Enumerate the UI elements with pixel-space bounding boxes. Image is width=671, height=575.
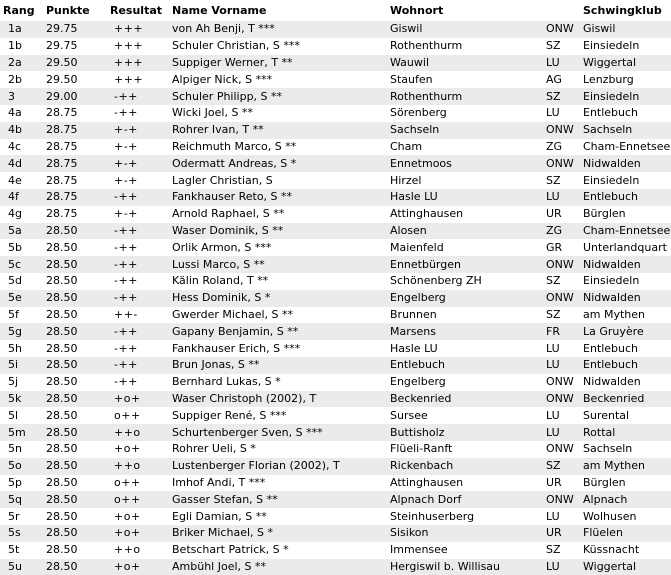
cell-resultat: -++ — [106, 189, 168, 206]
cell-schwingklub: Nidwalden — [579, 374, 671, 391]
cell-punkte: 28.50 — [42, 542, 106, 559]
cell-schwingklub: Entlebuch — [579, 340, 671, 357]
cell-kanton: LU — [542, 340, 579, 357]
cell-resultat: +o+ — [106, 391, 168, 408]
cell-resultat: +-+ — [106, 139, 168, 156]
cell-name: Gasser Stefan, S ** — [168, 491, 386, 508]
cell-wohnort: Brunnen — [386, 307, 542, 324]
cell-punkte: 28.75 — [42, 122, 106, 139]
table-row — [0, 508, 671, 525]
cell-name: Betschart Patrick, S * — [168, 542, 386, 559]
table-row — [0, 374, 671, 391]
cell-wohnort: Marsens — [386, 323, 542, 340]
cell-punkte: 28.50 — [42, 307, 106, 324]
cell-rang: 5i — [0, 357, 42, 374]
cell-schwingklub: La Gruyère — [579, 323, 671, 340]
table-row — [0, 307, 671, 324]
table-row — [0, 155, 671, 172]
cell-wohnort: Hirzel — [386, 172, 542, 189]
cell-name: Suppiger René, S *** — [168, 407, 386, 424]
cell-punkte: 28.50 — [42, 424, 106, 441]
cell-name: Fankhauser Erich, S *** — [168, 340, 386, 357]
cell-rang: 5b — [0, 239, 42, 256]
cell-name: von Ah Benji, T *** — [168, 21, 386, 38]
cell-rang: 5g — [0, 323, 42, 340]
cell-resultat: o++ — [106, 407, 168, 424]
cell-kanton: ONW — [542, 441, 579, 458]
cell-rang: 1a — [0, 21, 42, 38]
cell-rang: 5a — [0, 223, 42, 240]
cell-punkte: 28.50 — [42, 357, 106, 374]
cell-resultat: +-+ — [106, 122, 168, 139]
cell-kanton: ONW — [542, 122, 579, 139]
table-row — [0, 122, 671, 139]
cell-name: Schurtenberger Sven, S *** — [168, 424, 386, 441]
cell-name: Hess Dominik, S * — [168, 290, 386, 307]
cell-wohnort: Flüeli-Ranft — [386, 441, 542, 458]
cell-wohnort: Steinhuserberg — [386, 508, 542, 525]
cell-name: Brun Jonas, S ** — [168, 357, 386, 374]
cell-wohnort: Maienfeld — [386, 239, 542, 256]
cell-name: Odermatt Andreas, S * — [168, 155, 386, 172]
cell-wohnort: Hasle LU — [386, 189, 542, 206]
cell-resultat: +o+ — [106, 559, 168, 575]
cell-punkte: 28.50 — [42, 239, 106, 256]
cell-kanton: LU — [542, 357, 579, 374]
table-row — [0, 323, 671, 340]
cell-kanton: ONW — [542, 491, 579, 508]
cell-schwingklub: Wiggertal — [579, 559, 671, 575]
header-schwingklub: Schwingklub — [579, 0, 671, 21]
cell-kanton: ZG — [542, 223, 579, 240]
cell-wohnort: Rickenbach — [386, 458, 542, 475]
cell-schwingklub: Entlebuch — [579, 357, 671, 374]
cell-resultat: +o+ — [106, 441, 168, 458]
table-row — [0, 340, 671, 357]
cell-kanton: UR — [542, 525, 579, 542]
table-body — [0, 21, 671, 575]
cell-schwingklub: Entlebuch — [579, 189, 671, 206]
cell-kanton: SZ — [542, 542, 579, 559]
cell-schwingklub: Unterlandquart — [579, 239, 671, 256]
table-row — [0, 21, 671, 38]
cell-kanton: ONW — [542, 391, 579, 408]
cell-punkte: 28.50 — [42, 458, 106, 475]
cell-rang: 5n — [0, 441, 42, 458]
cell-punkte: 28.75 — [42, 155, 106, 172]
cell-rang: 5o — [0, 458, 42, 475]
cell-schwingklub: Rottal — [579, 424, 671, 441]
table-row — [0, 105, 671, 122]
cell-kanton: UR — [542, 206, 579, 223]
table-row — [0, 424, 671, 441]
cell-resultat: ++o — [106, 542, 168, 559]
cell-punkte: 28.50 — [42, 256, 106, 273]
cell-name: Rohrer Ueli, S * — [168, 441, 386, 458]
cell-name: Alpiger Nick, S *** — [168, 71, 386, 88]
cell-rang: 5m — [0, 424, 42, 441]
cell-resultat: -++ — [106, 105, 168, 122]
cell-kanton: LU — [542, 508, 579, 525]
cell-schwingklub: Einsiedeln — [579, 38, 671, 55]
cell-rang: 5k — [0, 391, 42, 408]
cell-wohnort: Ennetbürgen — [386, 256, 542, 273]
cell-kanton: ONW — [542, 290, 579, 307]
cell-wohnort: Engelberg — [386, 290, 542, 307]
cell-name: Rohrer Ivan, T ** — [168, 122, 386, 139]
cell-schwingklub: Bürglen — [579, 206, 671, 223]
cell-name: Lussi Marco, S ** — [168, 256, 386, 273]
cell-wohnort: Buttisholz — [386, 424, 542, 441]
cell-kanton: SZ — [542, 307, 579, 324]
cell-punkte: 28.50 — [42, 391, 106, 408]
cell-wohnort: Attinghausen — [386, 206, 542, 223]
cell-punkte: 28.50 — [42, 323, 106, 340]
cell-name: Imhof Andi, T *** — [168, 475, 386, 492]
cell-kanton: SZ — [542, 172, 579, 189]
cell-kanton: SZ — [542, 458, 579, 475]
cell-punkte: 28.50 — [42, 407, 106, 424]
table-row — [0, 357, 671, 374]
cell-resultat: ++- — [106, 307, 168, 324]
cell-punkte: 29.50 — [42, 71, 106, 88]
cell-wohnort: Hergiswil b. Willisau — [386, 559, 542, 575]
header-rang: Rang — [0, 0, 42, 21]
cell-rang: 4a — [0, 105, 42, 122]
cell-kanton: ZG — [542, 139, 579, 156]
cell-rang: 5p — [0, 475, 42, 492]
cell-rang: 5h — [0, 340, 42, 357]
table-row — [0, 525, 671, 542]
cell-schwingklub: am Mythen — [579, 307, 671, 324]
cell-wohnort: Schönenberg ZH — [386, 273, 542, 290]
table-row — [0, 239, 671, 256]
cell-wohnort: Immensee — [386, 542, 542, 559]
cell-wohnort: Staufen — [386, 71, 542, 88]
cell-kanton: ONW — [542, 256, 579, 273]
cell-kanton: SZ — [542, 38, 579, 55]
cell-name: Suppiger Werner, T ** — [168, 55, 386, 72]
cell-schwingklub: Sachseln — [579, 122, 671, 139]
cell-resultat: +-+ — [106, 206, 168, 223]
cell-schwingklub: Wiggertal — [579, 55, 671, 72]
cell-schwingklub: Nidwalden — [579, 256, 671, 273]
cell-wohnort: Engelberg — [386, 374, 542, 391]
cell-punkte: 28.50 — [42, 525, 106, 542]
cell-wohnort: Hasle LU — [386, 340, 542, 357]
cell-kanton: LU — [542, 424, 579, 441]
cell-resultat: o++ — [106, 475, 168, 492]
table-row — [0, 273, 671, 290]
cell-name: Waser Christoph (2002), T — [168, 391, 386, 408]
cell-name: Lustenberger Florian (2002), T — [168, 458, 386, 475]
cell-schwingklub: Einsiedeln — [579, 88, 671, 105]
cell-kanton: SZ — [542, 88, 579, 105]
cell-punkte: 28.50 — [42, 559, 106, 575]
cell-punkte: 28.50 — [42, 508, 106, 525]
cell-punkte: 29.75 — [42, 21, 106, 38]
cell-name: Ambühl Joel, S ** — [168, 559, 386, 575]
table-row — [0, 139, 671, 156]
cell-resultat: ++o — [106, 458, 168, 475]
cell-name: Reichmuth Marco, S ** — [168, 139, 386, 156]
cell-name: Bernhard Lukas, S * — [168, 374, 386, 391]
cell-punkte: 28.50 — [42, 441, 106, 458]
cell-rang: 5q — [0, 491, 42, 508]
cell-schwingklub: Bürglen — [579, 475, 671, 492]
cell-kanton: ONW — [542, 155, 579, 172]
cell-punkte: 28.50 — [42, 273, 106, 290]
cell-wohnort: Alpnach Dorf — [386, 491, 542, 508]
table-row — [0, 407, 671, 424]
table-row — [0, 206, 671, 223]
cell-rang: 5e — [0, 290, 42, 307]
cell-resultat: o++ — [106, 491, 168, 508]
cell-resultat: -++ — [106, 88, 168, 105]
cell-kanton: AG — [542, 71, 579, 88]
cell-schwingklub: Beckenried — [579, 391, 671, 408]
cell-resultat: -++ — [106, 374, 168, 391]
cell-wohnort: Cham — [386, 139, 542, 156]
cell-punkte: 28.75 — [42, 172, 106, 189]
cell-schwingklub: Nidwalden — [579, 290, 671, 307]
cell-rang: 2b — [0, 71, 42, 88]
cell-schwingklub: Einsiedeln — [579, 273, 671, 290]
cell-name: Lagler Christian, S — [168, 172, 386, 189]
cell-rang: 5r — [0, 508, 42, 525]
cell-name: Schuler Christian, S *** — [168, 38, 386, 55]
cell-rang: 3 — [0, 88, 42, 105]
cell-kanton: GR — [542, 239, 579, 256]
cell-name: Fankhauser Reto, S ** — [168, 189, 386, 206]
header-row — [0, 0, 671, 21]
cell-name: Waser Dominik, S ** — [168, 223, 386, 240]
cell-resultat: +++ — [106, 71, 168, 88]
cell-resultat: -++ — [106, 290, 168, 307]
cell-resultat: +++ — [106, 21, 168, 38]
header-punkte: Punkte — [42, 0, 106, 21]
table-row — [0, 88, 671, 105]
table-row — [0, 458, 671, 475]
cell-schwingklub: Giswil — [579, 21, 671, 38]
cell-punkte: 28.50 — [42, 340, 106, 357]
cell-rang: 5j — [0, 374, 42, 391]
cell-name: Gapany Benjamin, S ** — [168, 323, 386, 340]
cell-punkte: 28.50 — [42, 374, 106, 391]
cell-resultat: -++ — [106, 223, 168, 240]
table-row — [0, 290, 671, 307]
table-row — [0, 491, 671, 508]
cell-rang: 5s — [0, 525, 42, 542]
cell-wohnort: Rothenthurm — [386, 38, 542, 55]
cell-schwingklub: Surental — [579, 407, 671, 424]
cell-wohnort: Giswil — [386, 21, 542, 38]
cell-resultat: -++ — [106, 273, 168, 290]
cell-kanton: LU — [542, 55, 579, 72]
table-row — [0, 475, 671, 492]
cell-punkte: 28.75 — [42, 206, 106, 223]
cell-punkte: 28.50 — [42, 491, 106, 508]
cell-schwingklub: Nidwalden — [579, 155, 671, 172]
cell-wohnort: Wauwil — [386, 55, 542, 72]
header-kanton — [542, 0, 579, 21]
cell-kanton: SZ — [542, 273, 579, 290]
header-resultat: Resultat — [106, 0, 168, 21]
cell-rang: 5c — [0, 256, 42, 273]
cell-schwingklub: Küssnacht — [579, 542, 671, 559]
table-row — [0, 71, 671, 88]
cell-rang: 5l — [0, 407, 42, 424]
table-row — [0, 172, 671, 189]
cell-rang: 4f — [0, 189, 42, 206]
cell-punkte: 28.50 — [42, 223, 106, 240]
table-row — [0, 38, 671, 55]
cell-name: Gwerder Michael, S ** — [168, 307, 386, 324]
table-row — [0, 542, 671, 559]
cell-wohnort: Sachseln — [386, 122, 542, 139]
cell-resultat: -++ — [106, 357, 168, 374]
cell-resultat: +-+ — [106, 172, 168, 189]
header-name: Name Vorname — [168, 0, 386, 21]
table-row — [0, 55, 671, 72]
cell-rang: 4b — [0, 122, 42, 139]
cell-name: Briker Michael, S * — [168, 525, 386, 542]
cell-punkte: 29.00 — [42, 88, 106, 105]
cell-kanton: LU — [542, 189, 579, 206]
table-header — [0, 0, 671, 21]
cell-kanton: UR — [542, 475, 579, 492]
cell-schwingklub: Wolhusen — [579, 508, 671, 525]
cell-rang: 4e — [0, 172, 42, 189]
cell-name: Arnold Raphael, S ** — [168, 206, 386, 223]
cell-resultat: +++ — [106, 38, 168, 55]
cell-rang: 2a — [0, 55, 42, 72]
cell-wohnort: Sörenberg — [386, 105, 542, 122]
cell-kanton: FR — [542, 323, 579, 340]
cell-wohnort: Attinghausen — [386, 475, 542, 492]
cell-wohnort: Sisikon — [386, 525, 542, 542]
cell-resultat: -++ — [106, 323, 168, 340]
cell-resultat: -++ — [106, 340, 168, 357]
cell-name: Orlik Armon, S *** — [168, 239, 386, 256]
cell-kanton: LU — [542, 105, 579, 122]
table-row — [0, 189, 671, 206]
cell-punkte: 29.75 — [42, 38, 106, 55]
cell-name: Egli Damian, S ** — [168, 508, 386, 525]
cell-resultat: -++ — [106, 239, 168, 256]
cell-rang: 4g — [0, 206, 42, 223]
cell-kanton: ONW — [542, 374, 579, 391]
cell-punkte: 28.75 — [42, 105, 106, 122]
cell-schwingklub: Cham-Ennetsee — [579, 139, 671, 156]
cell-kanton: ONW — [542, 21, 579, 38]
cell-resultat: +++ — [106, 55, 168, 72]
cell-name: Kälin Roland, T ** — [168, 273, 386, 290]
cell-kanton: LU — [542, 407, 579, 424]
cell-schwingklub: Cham-Ennetsee — [579, 223, 671, 240]
cell-rang: 5d — [0, 273, 42, 290]
cell-wohnort: Alosen — [386, 223, 542, 240]
cell-punkte: 28.50 — [42, 475, 106, 492]
cell-wohnort: Sursee — [386, 407, 542, 424]
cell-schwingklub: am Mythen — [579, 458, 671, 475]
cell-schwingklub: Entlebuch — [579, 105, 671, 122]
cell-rang: 5u — [0, 559, 42, 575]
cell-resultat: +o+ — [106, 525, 168, 542]
cell-resultat: +-+ — [106, 155, 168, 172]
cell-kanton: LU — [542, 559, 579, 575]
cell-wohnort: Ennetmoos — [386, 155, 542, 172]
header-wohnort: Wohnort — [386, 0, 542, 21]
cell-schwingklub: Sachseln — [579, 441, 671, 458]
table-row — [0, 223, 671, 240]
table-row — [0, 256, 671, 273]
table-row — [0, 441, 671, 458]
cell-rang: 4d — [0, 155, 42, 172]
cell-punkte: 28.50 — [42, 290, 106, 307]
cell-schwingklub: Einsiedeln — [579, 172, 671, 189]
cell-name: Schuler Philipp, S ** — [168, 88, 386, 105]
cell-schwingklub: Lenzburg — [579, 71, 671, 88]
cell-rang: 1b — [0, 38, 42, 55]
cell-punkte: 28.75 — [42, 139, 106, 156]
cell-schwingklub: Alpnach — [579, 491, 671, 508]
cell-resultat: -++ — [106, 256, 168, 273]
cell-rang: 4c — [0, 139, 42, 156]
cell-wohnort: Beckenried — [386, 391, 542, 408]
cell-name: Wicki Joel, S ** — [168, 105, 386, 122]
cell-rang: 5t — [0, 542, 42, 559]
cell-resultat: +o+ — [106, 508, 168, 525]
table-row — [0, 391, 671, 408]
cell-schwingklub: Flüelen — [579, 525, 671, 542]
cell-rang: 5f — [0, 307, 42, 324]
cell-wohnort: Rothenthurm — [386, 88, 542, 105]
cell-punkte: 29.50 — [42, 55, 106, 72]
cell-punkte: 28.75 — [42, 189, 106, 206]
cell-wohnort: Entlebuch — [386, 357, 542, 374]
cell-resultat: ++o — [106, 424, 168, 441]
